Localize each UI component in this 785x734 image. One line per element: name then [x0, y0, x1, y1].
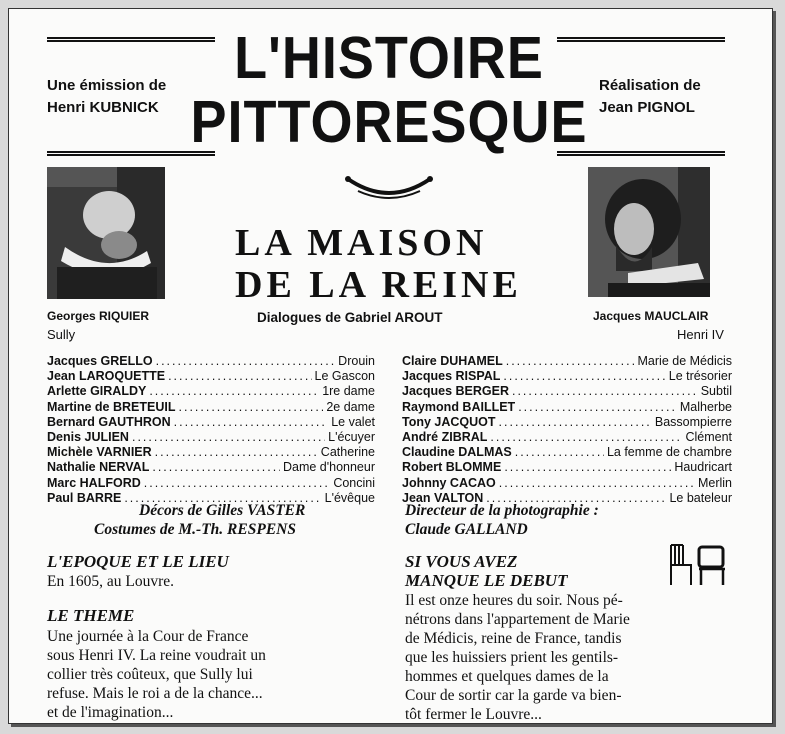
ornament-icon — [344, 173, 434, 213]
debut-line: hommes et quelques dames de la — [405, 668, 609, 685]
series-title-line1: L'HISTOIRE — [234, 25, 544, 91]
theme-text — [47, 627, 375, 722]
decors-credit: Décors de Gilles VASTER — [139, 502, 306, 519]
cast-row: Nathalie NERVAL ..... Dame d'honneur — [47, 460, 375, 475]
producer-label: Une émission de — [47, 77, 167, 94]
epoque-title: L'EPOQUE ET LE LIEU — [47, 552, 229, 571]
episode-title-line2: DE LA REINE — [235, 264, 522, 306]
cast-row: Raymond BAILLET ..... Malherbe — [402, 400, 732, 415]
debut-text — [405, 591, 733, 724]
cast-row: Johnny CACAO ..... Merlin — [402, 476, 732, 491]
photo-director-name: Claude GALLAND — [405, 521, 528, 538]
cast-row: Marc HALFORD ..... Concini — [47, 476, 375, 491]
magazine-page — [8, 8, 773, 724]
debut-line: tôt fermer le Louvre... — [405, 706, 542, 723]
cast-list-left — [47, 354, 375, 506]
cast-row: Jacques BERGER ..... Subtil — [402, 384, 732, 399]
theme-line: collier très coûteux, que Sully lui — [47, 666, 253, 683]
debut-line: Cour de sortir car la garde va bien- — [405, 687, 622, 704]
cast-row: André ZIBRAL ..... Clément — [402, 430, 732, 445]
costumes-credit: Costumes de M.-Th. RESPENS — [94, 521, 296, 538]
photo-director-label: Directeur de la photographie : — [405, 502, 599, 519]
theme-line: sous Henri IV. La reine voudrait un — [47, 647, 266, 664]
series-title-line2: PITTORESQUE — [190, 89, 588, 155]
cast-row: Jacques GRELLO ..... Drouin — [47, 354, 375, 369]
cast-row: Denis JULIEN ..... L'écuyer — [47, 430, 375, 445]
producer-name: Henri KUBNICK — [47, 99, 159, 116]
producer-credit — [47, 75, 166, 119]
right-photo-role: Henri IV — [677, 327, 724, 342]
debut-title-line1: SI VOUS AVEZ — [405, 552, 518, 571]
cast-row: Bernard GAUTHRON ..... Le valet — [47, 415, 375, 430]
cast-row: Arlette GIRALDY ..... 1re dame — [47, 384, 375, 399]
debut-line: que les huissiers prient les gentils- — [405, 649, 619, 666]
right-photo-name: Jacques MAUCLAIR — [593, 309, 709, 323]
theme-line: refuse. Mais le roi a de la chance... — [47, 685, 263, 702]
director-credit — [599, 75, 701, 119]
left-photo-role: Sully — [47, 327, 76, 342]
theme-title: LE THEME — [47, 606, 135, 625]
cast-row: Jacques RISPAL ..... Le trésorier — [402, 369, 732, 384]
director-label: Réalisation de — [599, 77, 701, 94]
epoque-text: En 1605, au Louvre. — [47, 573, 174, 590]
cast-row: Tony JACQUOT ..... Bassompierre — [402, 415, 732, 430]
cast-row: Michèle VARNIER ..... Catherine — [47, 445, 375, 460]
cast-row: Paul BARRE ..... L'évêque — [47, 491, 375, 506]
debut-title-line2: MANQUE LE DEBUT — [405, 571, 568, 590]
photo-jacques-mauclair — [588, 167, 710, 297]
debut-line: de Médicis, reine de France, tandis — [405, 630, 622, 647]
theme-line: et de l'imagination... — [47, 704, 174, 721]
left-photo-name: Georges RIQUIER — [47, 309, 150, 323]
dialogues-credit: Dialogues de Gabriel AROUT — [257, 310, 443, 325]
cast-row: Martine de BRETEUIL ..... 2e dame — [47, 400, 375, 415]
episode-title-line1: LA MAISON — [235, 222, 488, 264]
theme-line: Une journée à la Cour de France — [47, 628, 249, 645]
cast-row: Jean VALTON ..... Le bateleur — [402, 491, 732, 506]
debut-line: nétrons dans l'appartement de Marie — [405, 611, 630, 628]
cast-row: Claudine DALMAS ..... La femme de chambre — [402, 445, 732, 460]
debut-line: Il est onze heures du soir. Nous pé- — [405, 592, 623, 609]
cast-row: Robert BLOMME ..... Haudricart — [402, 460, 732, 475]
director-name: Jean PIGNOL — [599, 99, 695, 116]
cast-list-right — [402, 354, 732, 506]
cast-row: Claire DUHAMEL ..... Marie de Médicis — [402, 354, 732, 369]
chairs-icon — [665, 541, 729, 587]
photo-georges-riquier — [47, 167, 165, 299]
cast-row: Jean LAROQUETTE ..... Le Gascon — [47, 369, 375, 384]
